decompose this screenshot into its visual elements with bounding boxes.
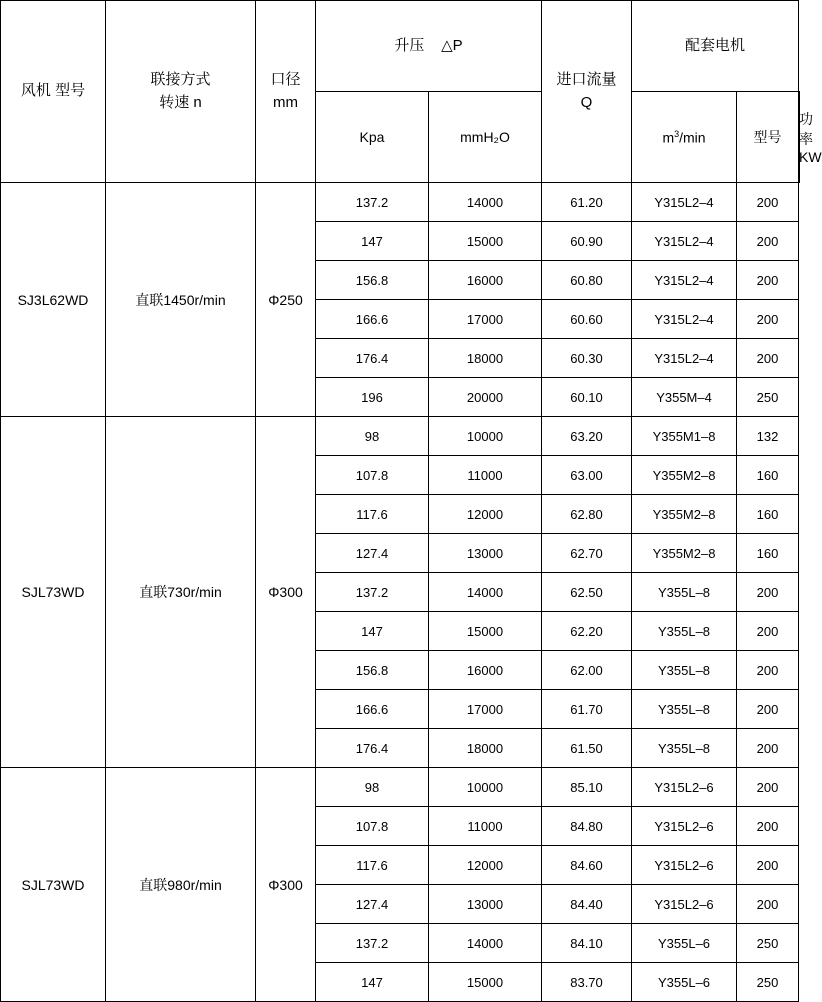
cell-pressure-kpa: 176.4 — [316, 729, 429, 768]
header-unit-flow-exponent: 3 — [674, 128, 680, 139]
cell-pressure-kpa: 176.4 — [316, 339, 429, 378]
cell-flow: 60.80 — [542, 261, 632, 300]
cell-pressure-kpa: 127.4 — [316, 885, 429, 924]
cell-motor-model: Y315L2–6 — [632, 846, 737, 885]
cell-flow: 60.60 — [542, 300, 632, 339]
cell-motor-power: 250 — [737, 378, 799, 417]
table-row — [1, 183, 800, 222]
cell-motor-model: Y355M–4 — [632, 378, 737, 417]
cell-motor-power: 250 — [737, 963, 799, 1002]
cell-pressure-kpa: 166.6 — [316, 300, 429, 339]
group-diameter: Φ300 — [256, 768, 316, 1002]
cell-flow: 61.20 — [542, 183, 632, 222]
cell-pressure-mmh2o: 14000 — [429, 183, 542, 222]
cell-pressure-kpa: 137.2 — [316, 924, 429, 963]
cell-pressure-kpa: 147 — [316, 222, 429, 261]
cell-motor-power: 200 — [737, 846, 799, 885]
cell-motor-power: 200 — [737, 651, 799, 690]
cell-pressure-mmh2o: 17000 — [429, 300, 542, 339]
cell-motor-model: Y355L–6 — [632, 924, 737, 963]
header-flow-label: 进口流量 — [556, 71, 617, 88]
header-unit-flow: $m^3/\min$ — [632, 92, 737, 183]
cell-motor-power: 160 — [737, 534, 799, 573]
cell-motor-power: 200 — [737, 885, 799, 924]
cell-motor-model: Y355L–8 — [632, 651, 737, 690]
cell-pressure-kpa: 196 — [316, 378, 429, 417]
cell-flow: 60.90 — [542, 222, 632, 261]
cell-flow: 63.20 — [542, 417, 632, 456]
cell-flow: 83.70 — [542, 963, 632, 1002]
cell-motor-model: Y355M2–8 — [632, 456, 737, 495]
cell-flow: 62.50 — [542, 573, 632, 612]
cell-pressure-kpa: 107.8 — [316, 456, 429, 495]
cell-flow: 63.00 — [542, 456, 632, 495]
cell-pressure-mmh2o: 13000 — [429, 534, 542, 573]
cell-motor-model: Y315L2–6 — [632, 885, 737, 924]
cell-motor-model: Y315L2–4 — [632, 339, 737, 378]
group-coupling-speed: 直联980r/min — [106, 768, 256, 1002]
cell-flow: 84.10 — [542, 924, 632, 963]
cell-motor-power: 200 — [737, 339, 799, 378]
table-data-body — [1, 183, 800, 1002]
cell-pressure-kpa: 98 — [316, 417, 429, 456]
cell-motor-model: Y355L–8 — [632, 612, 737, 651]
header-unit-kpa: Kpa — [316, 92, 429, 183]
cell-pressure-kpa: 98 — [316, 768, 429, 807]
cell-pressure-kpa: 137.2 — [316, 573, 429, 612]
cell-flow: 62.80 — [542, 495, 632, 534]
cell-pressure-mmh2o: 12000 — [429, 846, 542, 885]
cell-pressure-kpa: 127.4 — [316, 534, 429, 573]
cell-motor-power: 200 — [737, 261, 799, 300]
cell-motor-power: 132 — [737, 417, 799, 456]
header-pressure-symbol: △P — [441, 36, 463, 54]
header-pressure — [316, 1, 542, 92]
cell-pressure-mmh2o: 16000 — [429, 651, 542, 690]
header-motor-power: 功率 KW — [799, 111, 822, 165]
cell-motor-model: Y355L–6 — [632, 963, 737, 1002]
cell-motor-model: Y355L–8 — [632, 690, 737, 729]
cell-motor-model: Y355M2–8 — [632, 534, 737, 573]
cell-pressure-kpa: 117.6 — [316, 495, 429, 534]
cell-pressure-mmh2o: 11000 — [429, 807, 542, 846]
group-coupling-speed: 直联1450r/min — [106, 183, 256, 417]
cell-motor-model: Y315L2–6 — [632, 807, 737, 846]
cell-motor-power: 200 — [737, 612, 799, 651]
cell-motor-model: Y315L2–4 — [632, 261, 737, 300]
cell-motor-power: 200 — [737, 300, 799, 339]
cell-pressure-mmh2o: 12000 — [429, 495, 542, 534]
header-motor-model: 型号 — [737, 92, 799, 183]
cell-pressure-mmh2o: 20000 — [429, 378, 542, 417]
cell-pressure-mmh2o: 17000 — [429, 690, 542, 729]
header-coupling-speed — [106, 1, 256, 183]
cell-motor-power: 250 — [737, 924, 799, 963]
group-fan-model: SJ3L62WD — [1, 183, 106, 417]
cell-pressure-kpa: 107.8 — [316, 807, 429, 846]
group-fan-model: SJL73WD — [1, 417, 106, 768]
cell-pressure-mmh2o: 18000 — [429, 729, 542, 768]
cell-flow: 61.70 — [542, 690, 632, 729]
header-pressure-label: 升压 — [394, 36, 425, 54]
cell-motor-model: Y355L–8 — [632, 729, 737, 768]
cell-flow: 62.00 — [542, 651, 632, 690]
cell-motor-model: Y355L–8 — [632, 573, 737, 612]
header-speed-label: 转速 n — [159, 93, 202, 111]
cell-pressure-mmh2o: 18000 — [429, 339, 542, 378]
header-coupling-label: 联接方式 — [150, 71, 211, 88]
header-flow — [542, 1, 632, 183]
cell-flow: 62.20 — [542, 612, 632, 651]
cell-flow: 62.70 — [542, 534, 632, 573]
cell-pressure-kpa: 156.8 — [316, 261, 429, 300]
cell-flow: 60.30 — [542, 339, 632, 378]
cell-motor-model: Y315L2–4 — [632, 222, 737, 261]
cell-motor-power: 160 — [737, 456, 799, 495]
cell-pressure-kpa: 137.2 — [316, 183, 429, 222]
cell-motor-power: 200 — [737, 768, 799, 807]
cell-pressure-mmh2o: 15000 — [429, 222, 542, 261]
cell-motor-power: 200 — [737, 729, 799, 768]
cell-motor-model: Y315L2–4 — [632, 183, 737, 222]
cell-flow: 84.60 — [542, 846, 632, 885]
cell-motor-power: 200 — [737, 807, 799, 846]
cell-pressure-mmh2o: 10000 — [429, 768, 542, 807]
header-unit-mmh2o: mmH₂O — [429, 92, 542, 183]
cell-pressure-kpa: 147 — [316, 612, 429, 651]
cell-motor-model: Y315L2–4 — [632, 300, 737, 339]
cell-flow: 61.50 — [542, 729, 632, 768]
header-fan-model: 风机 型号 — [1, 1, 106, 183]
cell-pressure-mmh2o: 15000 — [429, 963, 542, 1002]
cell-motor-power: 200 — [737, 222, 799, 261]
table-row — [1, 417, 800, 456]
cell-pressure-mmh2o: 10000 — [429, 417, 542, 456]
header-diameter — [256, 1, 316, 183]
cell-flow: 84.80 — [542, 807, 632, 846]
cell-motor-power: 160 — [737, 495, 799, 534]
cell-motor-model: Y315L2–6 — [632, 768, 737, 807]
cell-motor-power: 200 — [737, 690, 799, 729]
cell-flow: 84.40 — [542, 885, 632, 924]
header-motor: 配套电机 — [632, 1, 799, 92]
cell-motor-model: Y355M2–8 — [632, 495, 737, 534]
cell-pressure-kpa: 117.6 — [316, 846, 429, 885]
cell-pressure-mmh2o: 11000 — [429, 456, 542, 495]
cell-motor-power: 200 — [737, 573, 799, 612]
cell-pressure-mmh2o: 13000 — [429, 885, 542, 924]
cell-pressure-mmh2o: 14000 — [429, 573, 542, 612]
cell-flow: 60.10 — [542, 378, 632, 417]
group-coupling-speed: 直联730r/min — [106, 417, 256, 768]
header-diameter-unit: mm — [273, 93, 298, 111]
cell-flow: 85.10 — [542, 768, 632, 807]
group-fan-model: SJL73WD — [1, 768, 106, 1002]
cell-pressure-mmh2o: 16000 — [429, 261, 542, 300]
cell-pressure-kpa: 166.6 — [316, 690, 429, 729]
cell-pressure-mmh2o: 14000 — [429, 924, 542, 963]
cell-motor-power: 200 — [737, 183, 799, 222]
group-diameter: Φ250 — [256, 183, 316, 417]
header-row-primary — [1, 1, 800, 92]
header-diameter-label: 口径 — [270, 71, 301, 88]
table-row — [1, 768, 800, 807]
cell-pressure-kpa: 156.8 — [316, 651, 429, 690]
cell-pressure-mmh2o: 15000 — [429, 612, 542, 651]
cell-motor-model: Y355M1–8 — [632, 417, 737, 456]
cell-pressure-kpa: 147 — [316, 963, 429, 1002]
header-flow-symbol: Q — [580, 93, 593, 111]
group-diameter: Φ300 — [256, 417, 316, 768]
